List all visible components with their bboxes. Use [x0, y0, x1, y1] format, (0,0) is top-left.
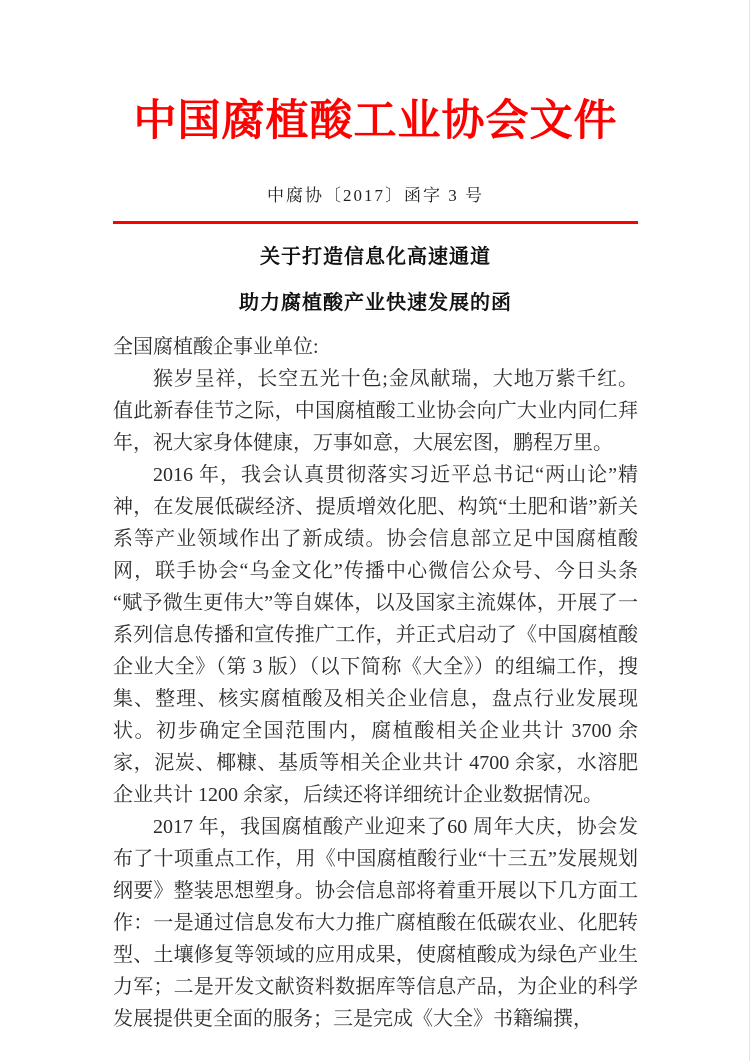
- subject-title-line-1: 关于打造信息化高速通道: [260, 246, 491, 268]
- body-paragraph: 猴岁呈祥，长空五光十色;金凤献瑞，大地万紫千红。值此新春佳节之际，中国腐植酸工业协会向广大业内同仁拜年，祝大家身体健康，万事如意，大展宏图，鹏程万里。: [113, 368, 638, 454]
- body-paragraph: 2016 年，我会认真贯彻落实习近平总书记“两山论”精神，在发展低碳经济、提质增效化肥、构筑“土肥和谐”新关系等产业领域作出了新成绩。协会信息部立足中国腐植酸网，联手协会“乌金文化”传播中心微信公众号、今日头条“赋予微生更伟大”等自媒体，以及国家主流媒体，开展了一系列信息传播和宣传推广工作，并正式启动了《中国腐植酸企业大全》（第 3 版）（以下简称《大全》）的组编工作，搜集、整理、核实腐植酸及相关企业信息，盘点行业发展现状。初步确定全国范围内，腐植酸相关企业共计 3700 余家，泥炭、椰糠、基质等相关企业共计 4700 余家，水溶肥企业共计 1200 余家，后续还将详细统计企业数据情况。: [113, 464, 638, 806]
- letter-body: [113, 331, 638, 1035]
- document-number: 中腐协〔2017〕函字 3 号: [267, 186, 484, 205]
- letterhead-title: 中国腐植酸工业协会文件: [133, 98, 618, 145]
- subject-title-line-2: 助力腐植酸产业快速发展的函: [239, 292, 512, 314]
- body-paragraph: 2017 年，我国腐植酸产业迎来了60 周年大庆，协会发布了十项重点工作，用《中国腐植酸行业“十三五”发展规划纲要》整装思想塑身。协会信息部将着重开展以下几方面工作：一是通过信息发布大力推广腐植酸在低碳农业、化肥转型、土壤修复等领域的应用成果，使腐植酸成为绿色产业生力军；二是开发文献资料数据库等信息产品，为企业的科学发展提供更全面的服务；三是完成《大全》书籍编撰，: [113, 816, 638, 1030]
- salutation: 全国腐植酸企事业单位:: [113, 336, 319, 358]
- document-content: [113, 93, 638, 1035]
- red-divider-rule: [113, 221, 638, 224]
